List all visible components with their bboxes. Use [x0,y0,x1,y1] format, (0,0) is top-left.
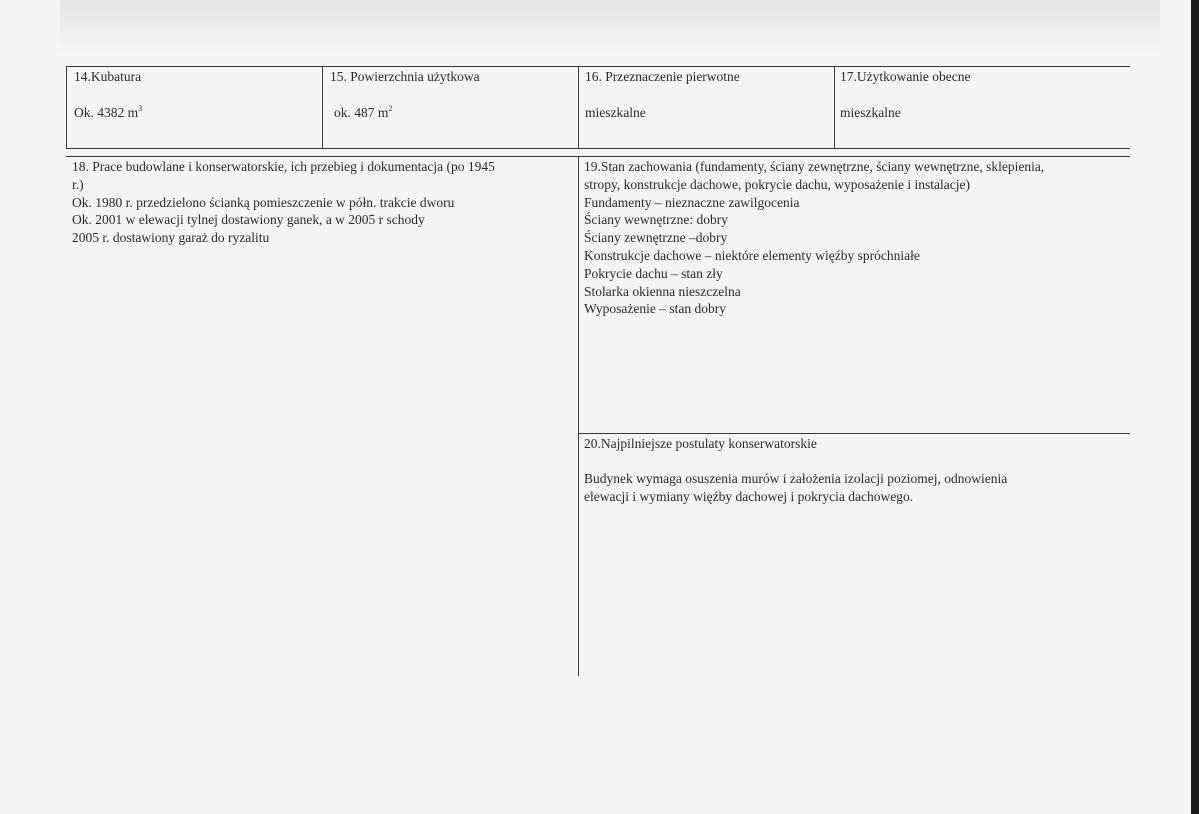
section-19 [584,158,1129,318]
section-18 [72,158,572,247]
divider-18-19 [578,156,579,676]
field-14-value: Ok. 4382 $m^3$ [74,104,143,120]
field-14-label: 14.Kubatura [74,69,142,84]
section20-top-border [578,433,1130,434]
section-18-title-cont: r.) [72,176,84,192]
divider-14-15 [322,66,323,148]
section-19-line: Konstrukcje dachowe – niektóre elementy więźby spróchniałe [584,247,920,263]
section-19-line: Stolarka okienna nieszczelna [584,283,741,299]
section-18-line: Ok. 2001 w elewacji tylnej dostawiony ganek, a w 2005 r schody [72,212,425,228]
section-18-line: Ok. 1980 r. przedzielono ścianką pomieszczenie w półn. trakcie dworu [72,194,455,210]
section-18-line: 2005 r. dostawiony garaż do ryzalitu [72,230,270,246]
field-15-label: 15. Powierzchnia użytkowa [330,69,480,84]
left-border [66,66,67,148]
section-20-body [584,470,1129,506]
scan-artifact [60,0,1160,55]
scanner-edge [1191,0,1199,814]
field-16-value: mieszkalne [585,105,646,120]
section-19-line: Pokrycie dachu – stan zły [584,265,723,281]
section-19-line: Ściany wewnętrzne: dobry [584,212,728,228]
row1-bottom-border [66,148,1130,149]
section-19-title: 19.Stan zachowania (fundamenty, ściany zewnętrzne, ściany wewnętrzne, sklepienia, [584,159,1045,174]
field-17-label: 17.Użytkowanie obecne [840,69,971,84]
section-18-title: 18. Prace budowlane i konserwatorskie, ich przebieg i dokumentacja (po 1945 [72,159,495,174]
section-19-line: Fundamenty – nieznaczne zawilgocenia [584,194,800,210]
divider-15-16 [578,66,579,148]
table-top-border [66,66,1130,67]
section-20-line: elewacji i wymiany więźby dachowej i pokrycia dachowego. [584,488,914,504]
field-17-value: mieszkalne [840,105,901,120]
section-19-line: Ściany zewnętrzne –dobry [584,230,728,246]
field-16-label: 16. Przeznaczenie pierwotne [585,69,740,84]
row2-top-border [66,156,1130,157]
field-15-value: ok. 487 $m^2$ [334,104,393,120]
divider-16-17 [834,66,835,148]
section-19-line: Wyposażenie – stan dobry [584,301,727,317]
section-19-title-cont: stropy, konstrukcje dachowe, pokrycie dachu, wyposażenie i instalacje) [584,176,970,192]
section-20-line: Budynek wymaga osuszenia murów i założenia izolacji poziomej, odnowienia [584,471,1008,486]
section-20-title: 20.Najpilniejsze postulaty konserwatorskie [584,436,817,451]
